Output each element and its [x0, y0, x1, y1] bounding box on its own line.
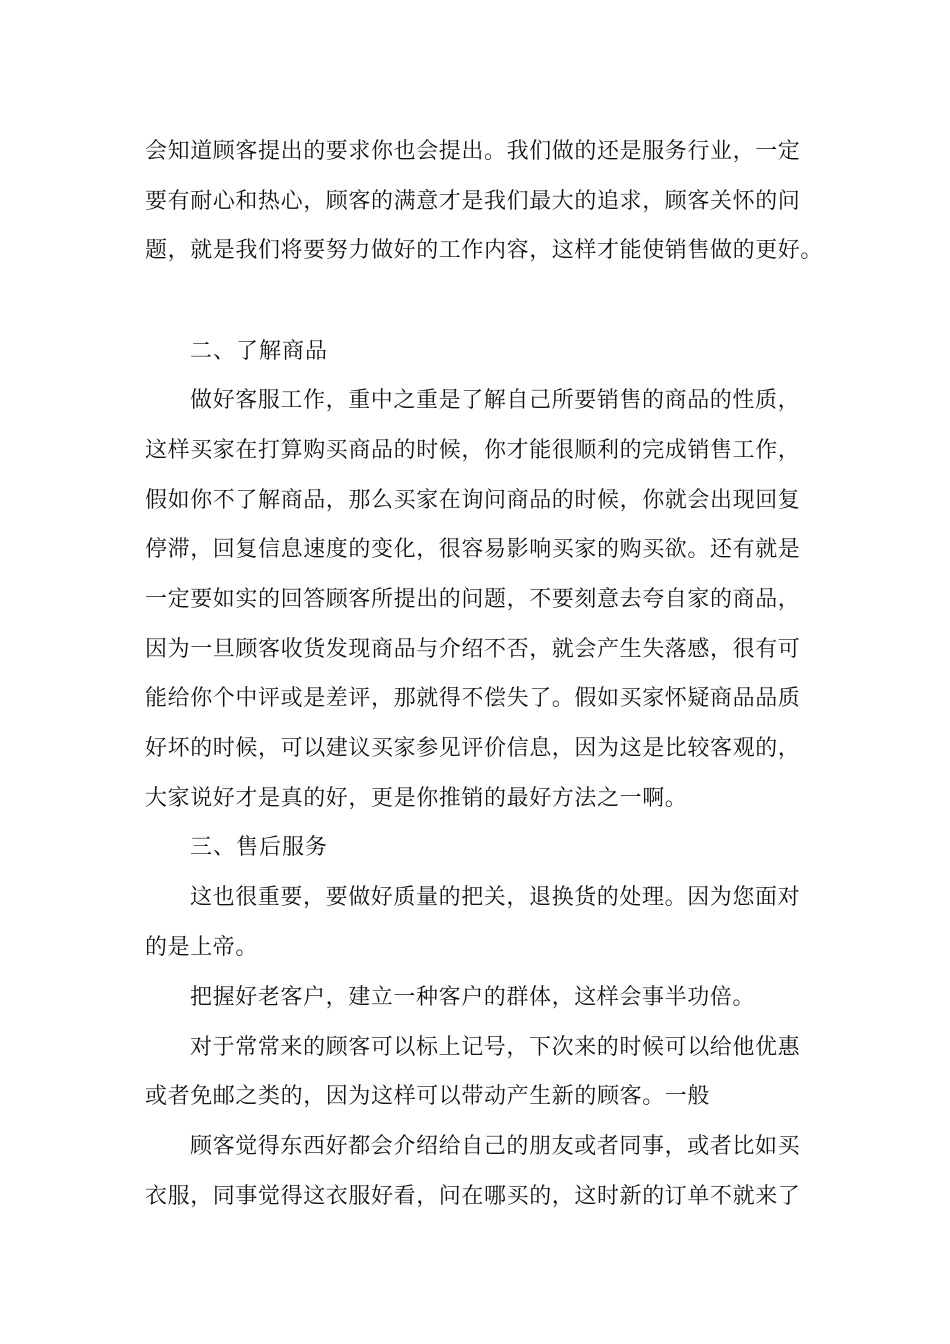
- paragraph-line: 能给你个中评或是差评，那就得不偿失了。假如买家怀疑商品品质: [145, 686, 801, 711]
- paragraph-line: 会知道顾客提出的要求你也会提出。我们做的还是服务行业，一定: [145, 139, 801, 164]
- paragraph-line: 好坏的时候，可以建议买家参见评价信息，因为这是比较客观的，: [145, 736, 801, 761]
- paragraph-line: 题，就是我们将要努力做好的工作内容，这样才能使销售做的更好。: [145, 238, 824, 263]
- paragraph-line: 要有耐心和热心，顾客的满意才是我们最大的追求，顾客关怀的问: [145, 189, 801, 214]
- paragraph-line: 因为一旦顾客收货发现商品与介绍不否，就会产生失落感，很有可: [145, 637, 801, 662]
- paragraph-line: 假如你不了解商品，那么买家在询问商品的时候，你就会出现回复: [145, 488, 801, 513]
- paragraph-line: 这样买家在打算购买商品的时候，你才能很顺利的完成销售工作，: [145, 438, 801, 463]
- paragraph-line: 对于常常来的顾客可以标上记号，下次来的时候可以给他优惠: [190, 1035, 801, 1060]
- paragraph-line: 把握好老客户，建立一种客户的群体，这样会事半功倍。: [190, 985, 756, 1010]
- paragraph-line: 衣服，同事觉得这衣服好看，问在哪买的，这时新的订单不就来了: [145, 1184, 801, 1209]
- section-heading-after-sales: 三、售后服务: [190, 835, 329, 860]
- paragraph-line: 做好客服工作，重中之重是了解自己所要销售的商品的性质，: [190, 388, 801, 413]
- paragraph-line: 或者免邮之类的，因为这样可以带动产生新的顾客。一般: [145, 1084, 711, 1109]
- paragraph-line: 一定要如实的回答顾客所提出的问题，不要刻意去夸自家的商品，: [145, 587, 801, 612]
- paragraph-line: 这也很重要，要做好质量的把关，退换货的处理。因为您面对: [190, 885, 801, 910]
- paragraph-line: 顾客觉得东西好都会介绍给自己的朋友或者同事，或者比如买: [190, 1134, 801, 1159]
- paragraph-line: 大家说好才是真的好，更是你推销的最好方法之一啊。: [145, 786, 688, 811]
- paragraph-line: 停滞，回复信息速度的变化，很容易影响买家的购买欲。还有就是: [145, 537, 801, 562]
- paragraph-line: 的是上帝。: [145, 935, 259, 960]
- section-heading-understand-products: 二、了解商品: [190, 339, 329, 364]
